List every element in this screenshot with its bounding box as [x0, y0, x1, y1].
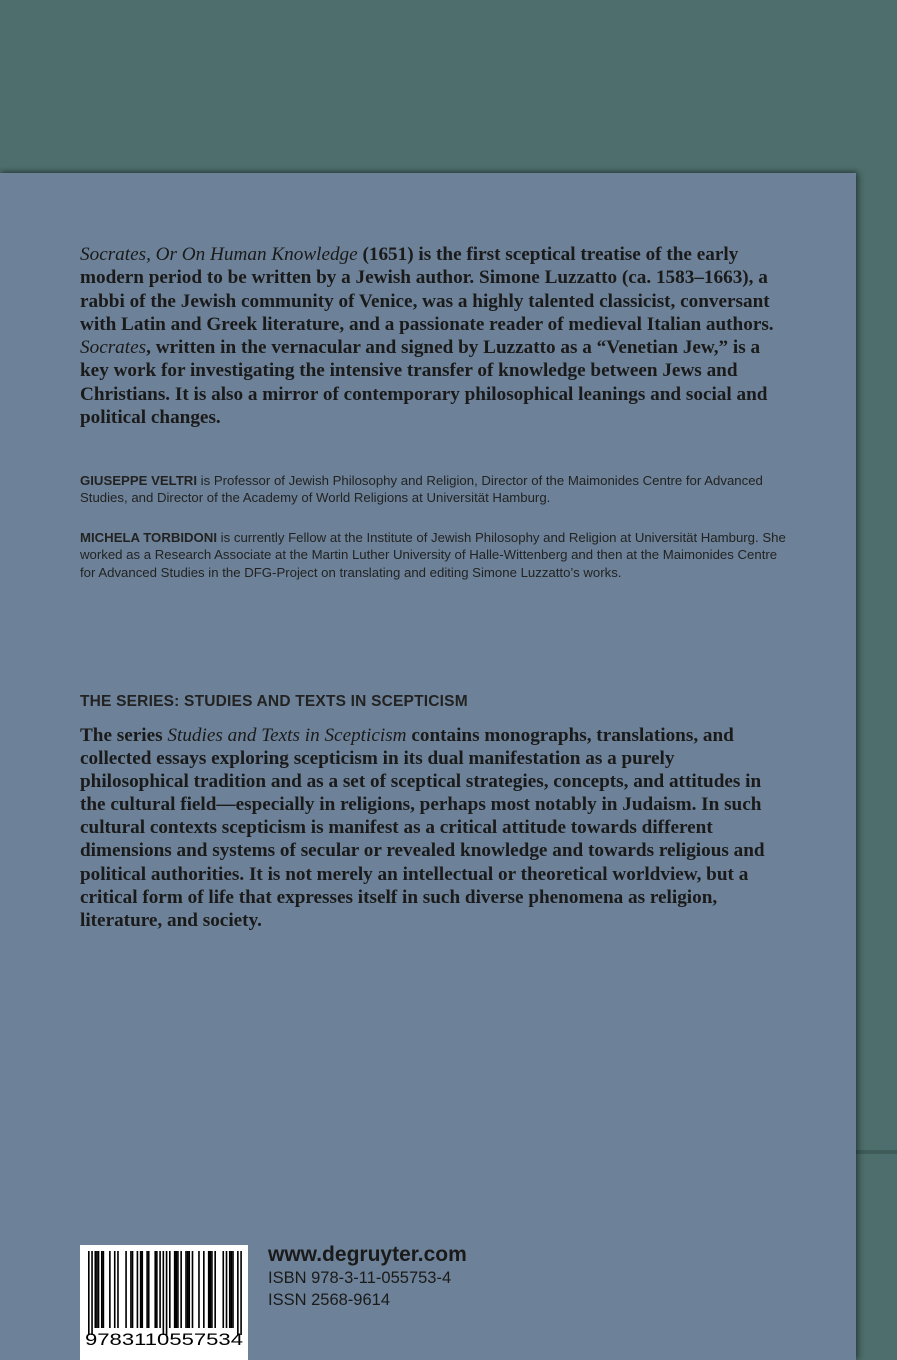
author-name: GIUSEPPE VELTRI — [80, 473, 197, 488]
isbn-barcode — [80, 1245, 248, 1360]
barcode-bar — [208, 1251, 210, 1328]
series-description — [80, 724, 780, 932]
barcode-bar — [96, 1251, 98, 1328]
barcode-bar — [240, 1251, 242, 1335]
book-blurb — [80, 243, 780, 429]
barcode-bar — [137, 1251, 139, 1328]
barcode-bar — [211, 1251, 213, 1328]
barcode-bar — [210, 1251, 212, 1328]
barcode-bar — [101, 1251, 103, 1328]
series-title: Studies and Texts in Scepticism — [167, 725, 407, 746]
barcode-bar — [117, 1251, 119, 1328]
barcode-bar — [130, 1251, 132, 1328]
barcode-bar — [177, 1251, 179, 1328]
barcode-bar — [140, 1251, 142, 1328]
barcode-bar — [109, 1251, 111, 1328]
barcode-bar — [188, 1251, 190, 1328]
barcode-bar — [226, 1251, 228, 1328]
author-bio-veltri — [80, 472, 790, 507]
barcode-bar — [159, 1251, 161, 1328]
barcode-bar — [187, 1251, 189, 1328]
publisher-info — [268, 1243, 467, 1311]
barcode-bar — [146, 1251, 148, 1328]
book-title-short: Socrates — [80, 337, 147, 359]
barcode-bar — [229, 1251, 231, 1328]
barcode-bar — [141, 1251, 143, 1328]
barcode-bar — [237, 1251, 239, 1335]
barcode-bar — [125, 1251, 127, 1328]
series-text-1: The series — [80, 725, 168, 746]
barcode-bar — [132, 1251, 134, 1328]
barcode-bar — [103, 1251, 105, 1328]
blurb-text-2: , written in the vernacular and signed by Luzzatto as a “Venetian Jew,” is a key work for investigating the intensive transfer of knowledge between Jews and Christians. It is also a mirror of contemporary philosophical leanings and social and political changes. — [80, 337, 768, 429]
barcode-bar — [203, 1251, 205, 1328]
barcode-bar — [169, 1251, 171, 1328]
barcode-bar — [232, 1251, 234, 1328]
barcode-bar — [91, 1251, 93, 1335]
series-heading: THE SERIES: STUDIES AND TEXTS IN SCEPTICISM — [80, 693, 468, 710]
barcode-bar — [156, 1251, 158, 1328]
barcode-bar — [114, 1251, 116, 1328]
barcode-bar — [192, 1251, 194, 1328]
author-bio-text: is Professor of Jewish Philosophy and Religion, Director of the Maimonides Centre for Advanced Studies, and Director of the Academy of World Religions at Universität Hamburg. — [80, 473, 763, 506]
barcode-bar — [166, 1251, 168, 1335]
blurb-text-1: (1651) is the first sceptical treatise of the early modern period to be written by a Jewish author. Simone Luzzatto (ca. 1583–1663), a rabbi of the Jewish community of Venice, was a highly talented classicist, conversant with Latin and Greek literature, and a passionate reader of medieval Italian authors. — [80, 244, 774, 335]
barcode-bar — [174, 1251, 176, 1328]
barcode-bar — [214, 1251, 216, 1328]
barcode-bar — [148, 1251, 150, 1328]
barcode-digits: 9783110557534 — [85, 1330, 243, 1349]
book-title: Socrates, Or On Human Knowledge — [80, 244, 358, 265]
publisher-url[interactable]: www.degruyter.com — [268, 1243, 467, 1266]
barcode-bar — [154, 1251, 156, 1328]
barcode-bar — [98, 1251, 100, 1328]
series-text-2: contains monographs, translations, and collected essays exploring scepticism in its dual manifestation as a purely philosophical tradition and as a set of sceptical strategies, concepts, and attitudes in the cultural field—especially in religions, perhaps most notably in Judaism. In such cultural contexts scepticism is manifest as a critical attitude towards different dimensions and systems of secular or revealed knowledge and towards religious and political authorities. It is not merely an intellectual or theoretical worldview, but a critical form of life that expresses itself in such diverse phenomena as religion, literature, and society. — [80, 725, 765, 931]
barcode-bar — [198, 1251, 200, 1328]
barcode-bar — [163, 1251, 165, 1335]
author-bio-torbidoni — [80, 529, 790, 581]
barcode-bar — [180, 1251, 182, 1328]
author-bio-text: is currently Fellow at the Institute of Jewish Philosophy and Religion at Universität Hamburg. She worked as a Research Associate at the Martin Luther University of Halle-Wittenberg and then at the Maimonides Centre for Advanced Studies in the DFG-Project on translating and editing Simone Luzzatto’s works. — [80, 530, 786, 580]
barcode-bar — [175, 1251, 177, 1328]
barcode-bar — [222, 1251, 224, 1328]
barcode-bar — [185, 1251, 187, 1328]
isbn-number: ISBN 978-3-11-055753-4 — [268, 1269, 452, 1287]
issn-number: ISSN 2568-9614 — [268, 1291, 391, 1309]
barcode-bar — [231, 1251, 233, 1328]
barcode-bar — [94, 1251, 96, 1328]
back-cover — [0, 173, 856, 1360]
barcode-bar — [88, 1251, 90, 1335]
author-name: MICHELA TORBIDONI — [80, 530, 217, 545]
barcode-graphic — [80, 1245, 248, 1360]
